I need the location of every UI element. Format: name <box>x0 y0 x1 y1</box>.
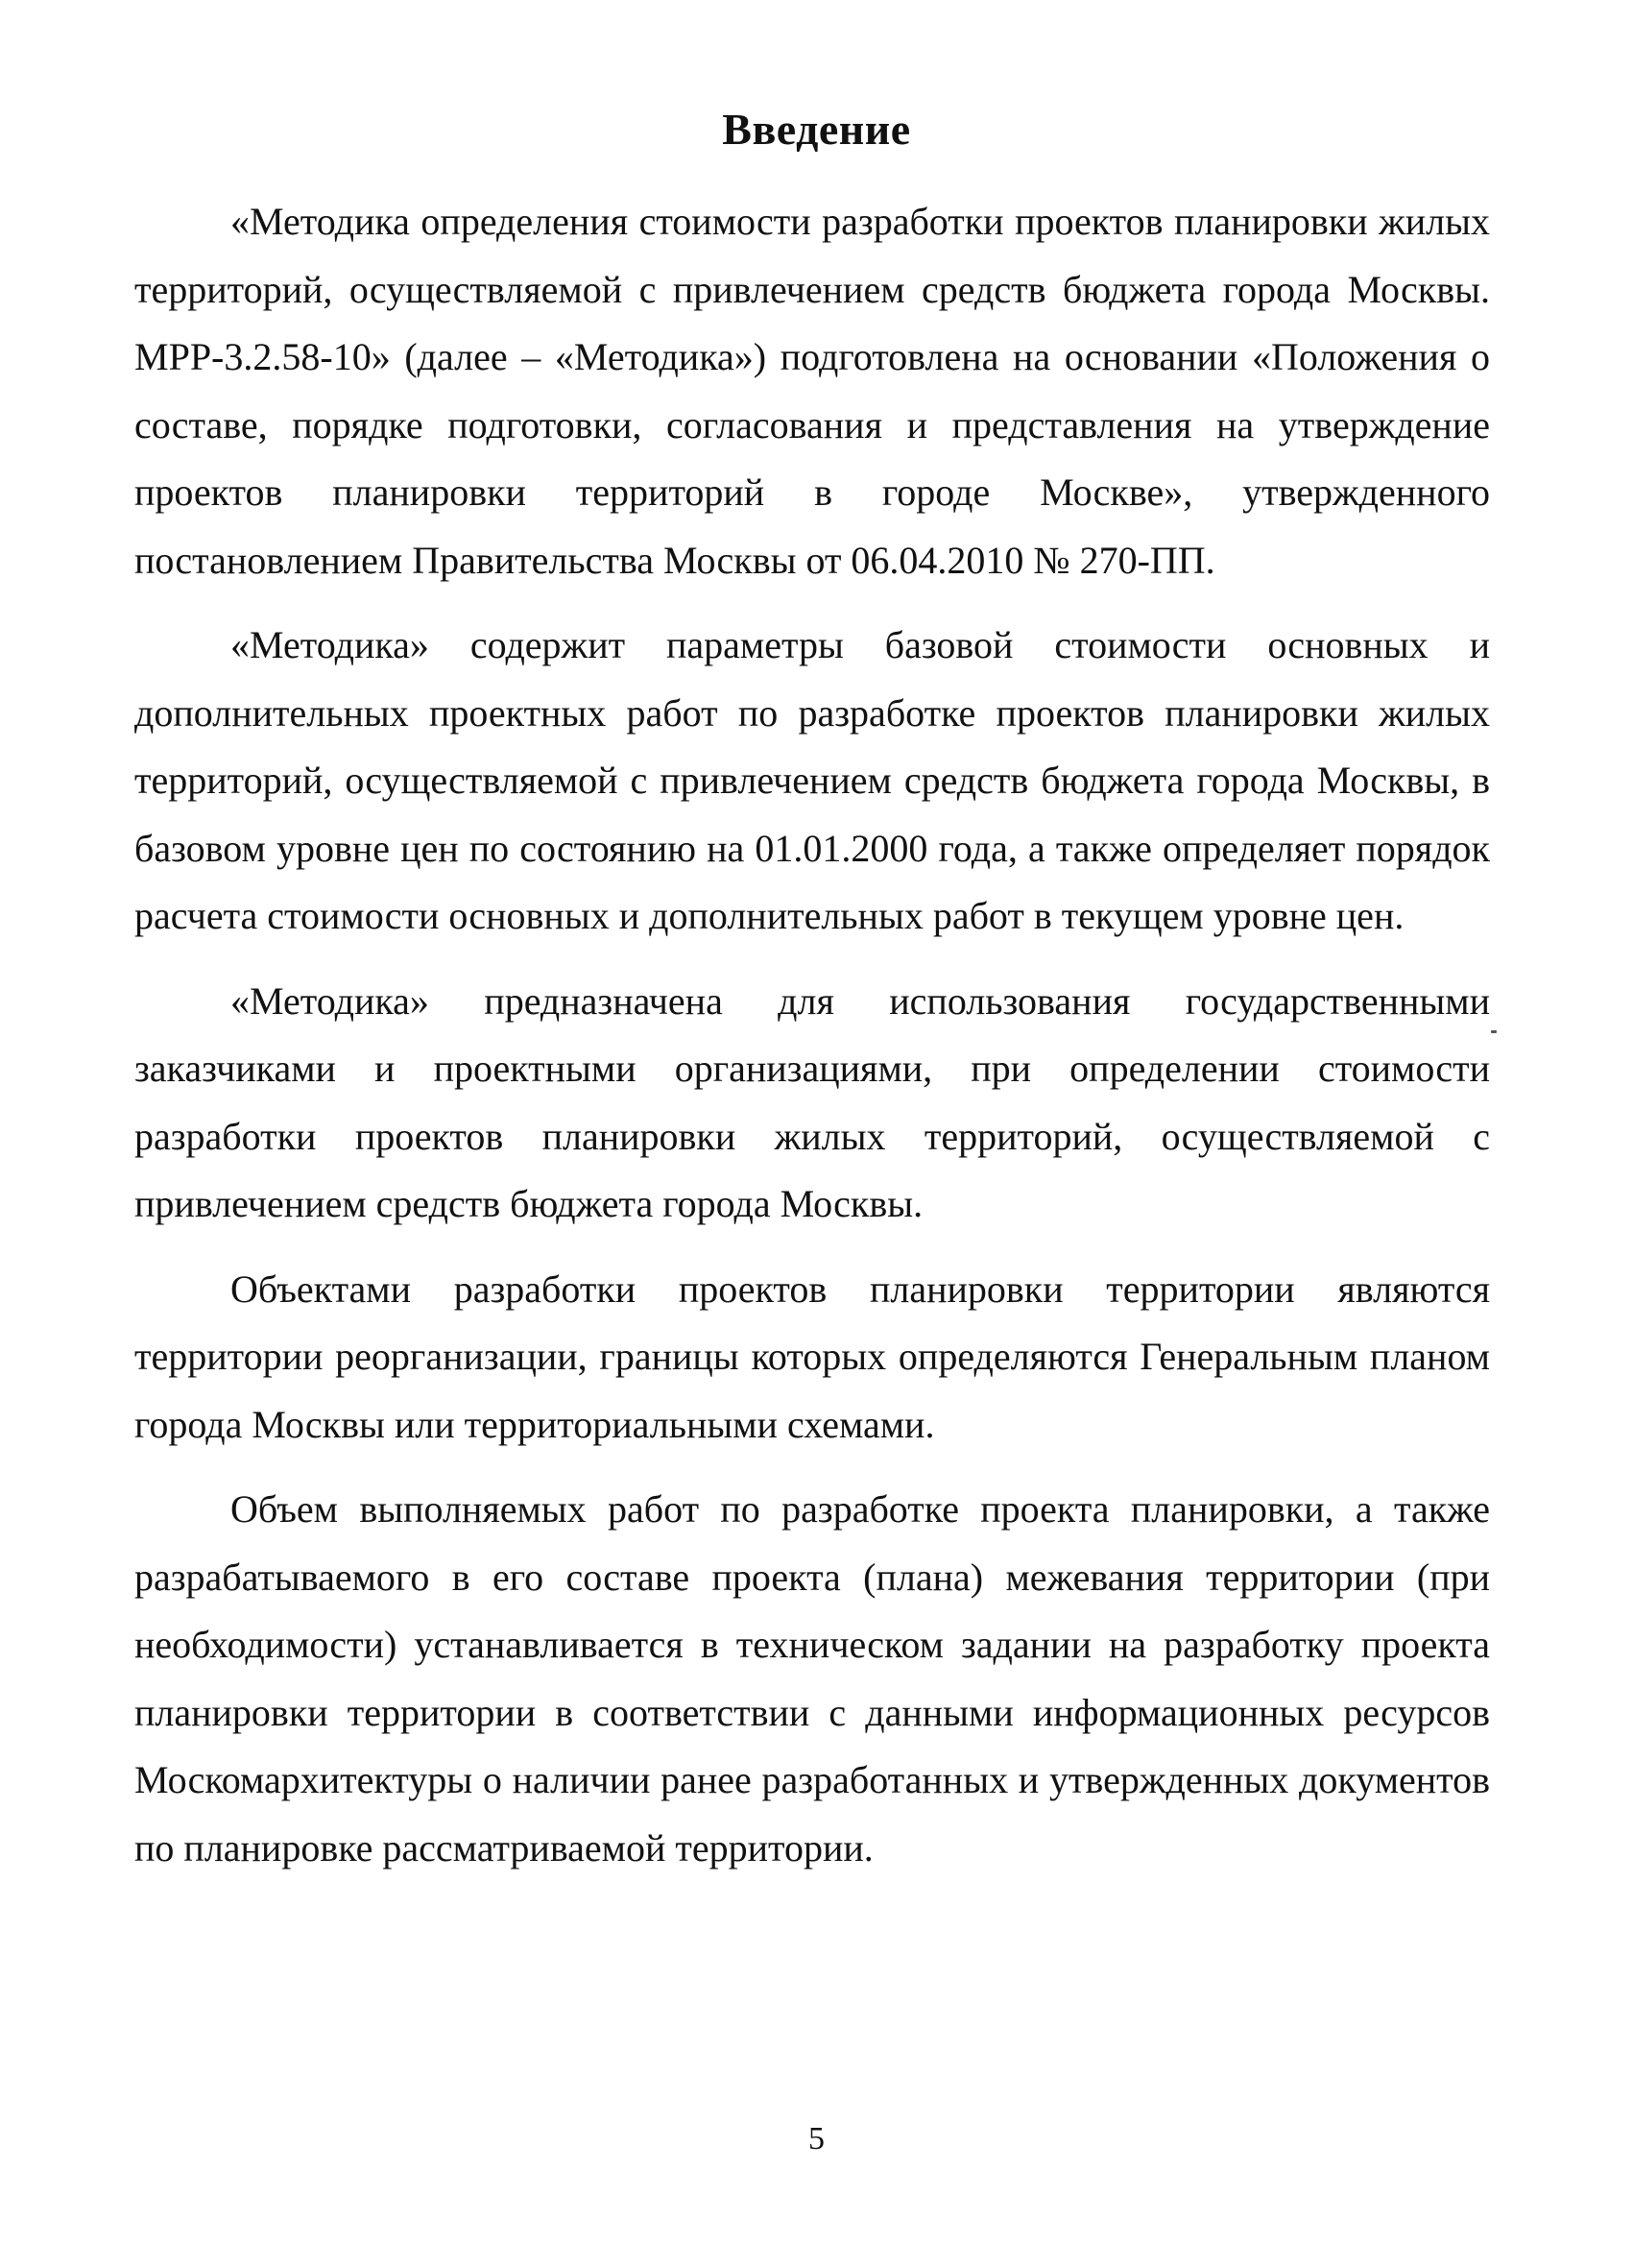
paragraph-5: Объем выполняемых работ по разработке проекта планировки, а также разрабатываемого в его составе проекта (плана) межевания территории (при необходимости) устанавливается в техническом задании на разработку проекта планировки территории в соответствии с данными информационных ресурсов Москомархитектуры о наличии ранее разработанных и утвержденных документов по планировке рассматриваемой территории. <box>134 1487 1490 1870</box>
body-text <box>134 188 1490 1882</box>
paragraph-4: Объектами разработки проектов планировки территории являются территории реорганизации, границы которых определяются Генеральным планом города Москвы или территориальными схемами. <box>134 1267 1490 1446</box>
page-number: 5 <box>808 2121 825 2157</box>
paragraph-1: «Методика определения стоимости разработки проектов планировки жилых территорий, осуществляемой с привлечением средств бюджета города Москвы. МРР-3.2.58-10» (далее – «Методика») подготовлена на основании «Положения о составе, порядке подготовки, согласования и представления на утверждение проектов планировки территорий в городе Москве», утвержденного постановлением Правительства Москвы от 06.04.2010 № 270-ПП. <box>134 200 1490 582</box>
paragraph-2: «Методика» содержит параметры базовой стоимости основных и дополнительных проектных работ по разработке проектов планировки жилых территорий, осуществляемой с привлечением средств бюджета города Москвы, в базовом уровне цен по состоянию на 01.01.2000 года, а также определяет порядок расчета стоимости основных и дополнительных работ в текущем уровне цен. <box>134 623 1490 937</box>
scan-speck <box>1491 1030 1497 1033</box>
section-title: Введение <box>722 105 911 154</box>
paragraph-3: «Методика» предназначена для использования государственными заказчиками и проектными организациями, при определении стоимости разработки проектов планировки жилых территорий, осуществляемой с привлечением средств бюджета города Москвы. <box>134 978 1490 1225</box>
